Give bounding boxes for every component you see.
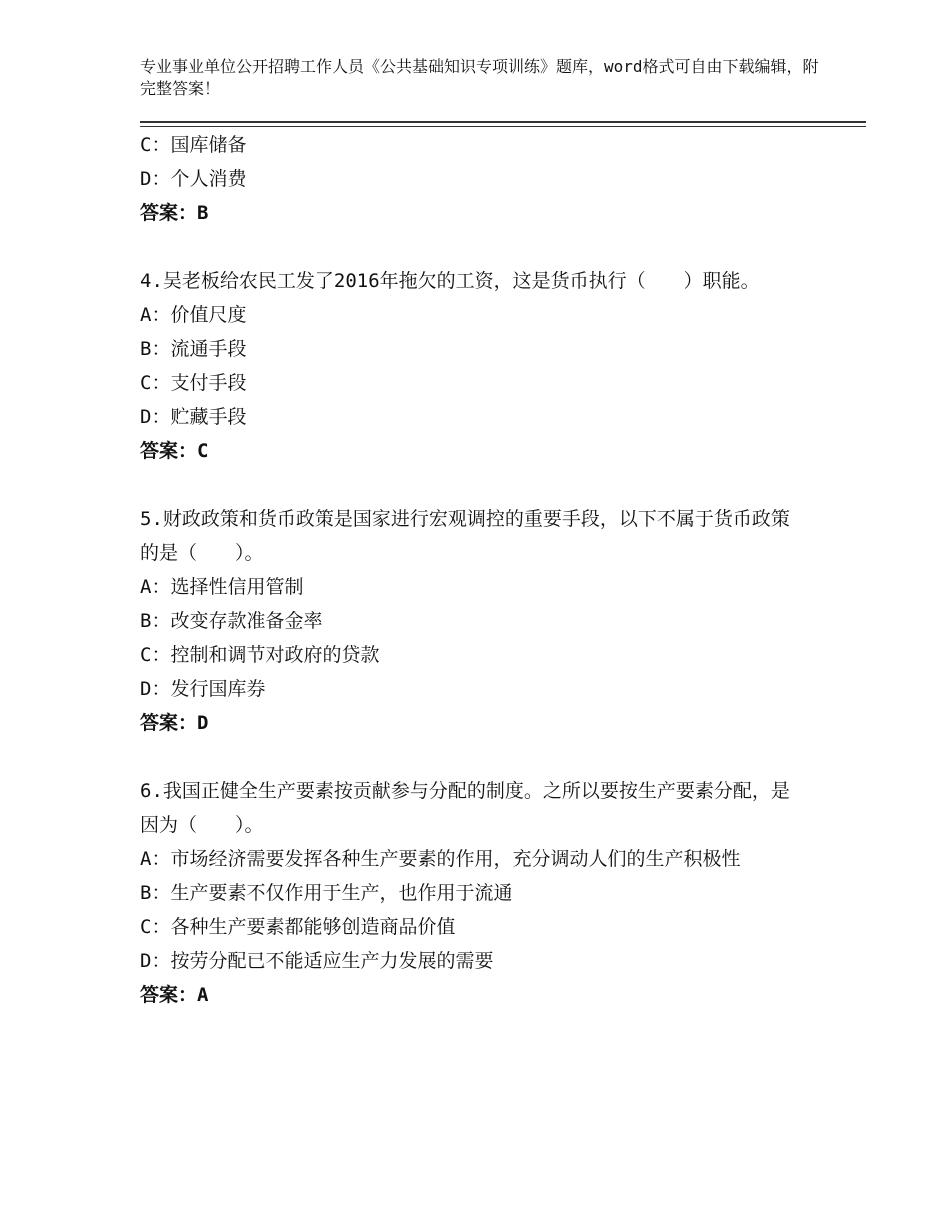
question-6-option-d: D：按劳分配已不能适应生产力发展的需要 bbox=[140, 950, 494, 972]
question-6-option-a: A：市场经济需要发挥各种生产要素的作用，充分调动人们的生产积极性 bbox=[140, 848, 741, 870]
question-6-option-c: C：各种生产要素都能够创造商品价值 bbox=[140, 916, 456, 938]
header-rule-thin bbox=[140, 126, 866, 127]
question-5-option-a: A：选择性信用管制 bbox=[140, 576, 304, 598]
spacer bbox=[140, 740, 810, 774]
question-5-stem: 5.财政政策和货币政策是国家进行宏观调控的重要手段，以下不属于货币政策的是（ ）。 bbox=[140, 508, 790, 564]
spacer bbox=[140, 468, 810, 502]
question-4-stem: 4.吴老板给农民工发了2016年拖欠的工资，这是货币执行（ ）职能。 bbox=[140, 270, 760, 292]
question-4-option-c: C：支付手段 bbox=[140, 372, 247, 394]
question-4-option-b: B：流通手段 bbox=[140, 338, 247, 360]
question-5-option-d: D：发行国库券 bbox=[140, 678, 266, 700]
question-5-option-c: C：控制和调节对政府的贷款 bbox=[140, 644, 380, 666]
question-4-answer: 答案：C bbox=[140, 440, 209, 462]
option-c: C：国库储备 bbox=[140, 134, 247, 156]
answer: 答案：B bbox=[140, 202, 209, 224]
question-5-answer: 答案：D bbox=[140, 712, 209, 734]
question-4-option-d: D：贮藏手段 bbox=[140, 406, 247, 428]
option-d: D：个人消费 bbox=[140, 168, 247, 190]
header-rule-thick bbox=[140, 121, 866, 123]
question-6-stem: 6.我国正健全生产要素按贡献参与分配的制度。之所以要按生产要素分配，是因为（ ）。 bbox=[140, 780, 790, 836]
document-body bbox=[140, 128, 810, 1012]
question-5-option-b: B：改变存款准备金率 bbox=[140, 610, 323, 632]
spacer bbox=[140, 230, 810, 264]
question-6-option-b: B：生产要素不仅作用于生产，也作用于流通 bbox=[140, 882, 513, 904]
question-6-answer: 答案：A bbox=[140, 984, 209, 1006]
page-header: 专业事业单位公开招聘工作人员《公共基础知识专项训练》题库，word格式可自由下载编辑，附完整答案！ bbox=[140, 57, 819, 98]
question-4-option-a: A：价值尺度 bbox=[140, 304, 247, 326]
